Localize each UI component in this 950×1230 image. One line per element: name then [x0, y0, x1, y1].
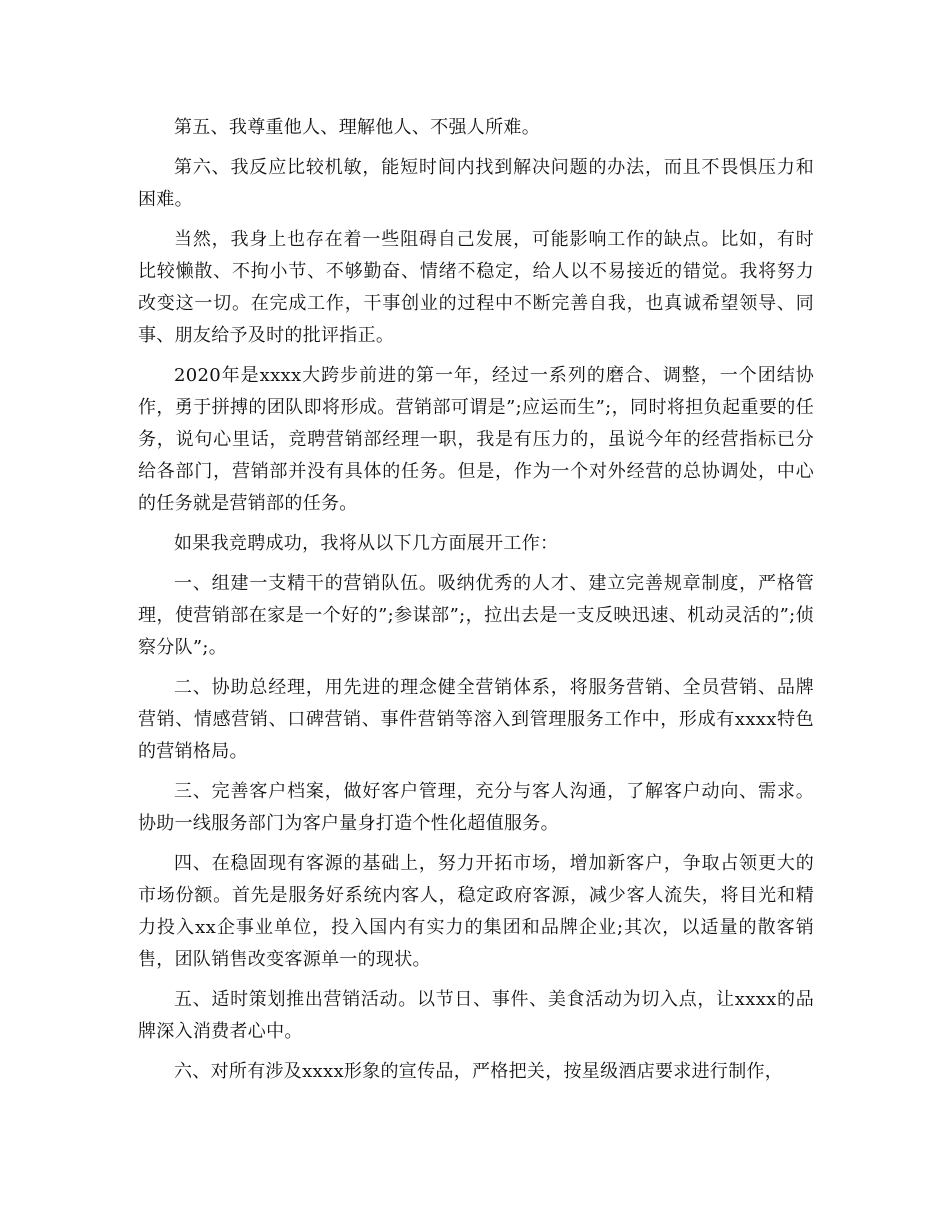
paragraph-6: 一、组建一支精干的营销队伍。吸纳优秀的人才、建立完善规章制度，严格管理，使营销部在家是一个好的”;参谋部”;，拉出去是一支反映迅速、机动灵活的”;侦察分队”;。 [138, 573, 814, 658]
paragraph-4: 2020年是xxxx大跨步前进的第一年，经过一系列的磨合、调整，一个团结协作，勇于拼搏的团队即将形成。营销部可谓是”;应运而生”;，同时将担负起重要的任务，说句心里话，竞聘营销部经理一职，我是有压力的，虽说今年的经营指标已分给各部门，营销部并没有具体的任务。但是，作为一个对外经营的总协调处，中心的任务就是营销部的任务。 [138, 365, 814, 514]
paragraph-5: 如果我竞聘成功，我将从以下几方面展开工作： [174, 533, 559, 554]
paragraph-9: 四、在稳固现有客源的基础上，努力开拓市场，增加新客户，争取占领更大的市场份额。首先是服务好系统内客人，稳定政府客源，减少客人流失，将目光和精力投入xx企事业单位，投入国内有实力的集团和品牌企业;其次，以适量的散客销售，团队销售改变客源单一的现状。 [138, 853, 814, 970]
paragraph-11: 六、对所有涉及xxxx形象的宣传品，严格把关，按星级酒店要求进行制作， [174, 1061, 784, 1082]
paragraph-3: 当然，我身上也存在着一些阻碍自己发展，可能影响工作的缺点。比如，有时比较懒散、不拘小节、不够勤奋、情绪不稳定，给人以不易接近的错觉。我将努力改变这一切。在完成工作，干事创业的过程中不断完善自我，也真诚希望领导、同事、朋友给予及时的批评指正。 [138, 229, 814, 346]
paragraph-7: 二、协助总经理，用先进的理念健全营销体系，将服务营销、全员营销、品牌营销、情感营销、口碑营销、事件营销等溶入到管理服务工作中，形成有xxxx特色的营销格局。 [138, 677, 814, 762]
paragraph-2: 第六、我反应比较机敏，能短时间内找到解决问题的办法，而且不畏惧压力和困难。 [138, 157, 814, 210]
document-page [138, 112, 814, 1096]
paragraph-10: 五、适时策划推出营销活动。以节日、事件、美食活动为切入点，让xxxx的品牌深入消费者心中。 [138, 989, 814, 1042]
paragraph-8: 三、完善客户档案，做好客户管理，充分与客人沟通，了解客户动向、需求。协助一线服务部门为客户量身打造个性化超值服务。 [138, 781, 814, 834]
paragraph-1: 第五、我尊重他人、理解他人、不强人所难。 [174, 117, 540, 138]
